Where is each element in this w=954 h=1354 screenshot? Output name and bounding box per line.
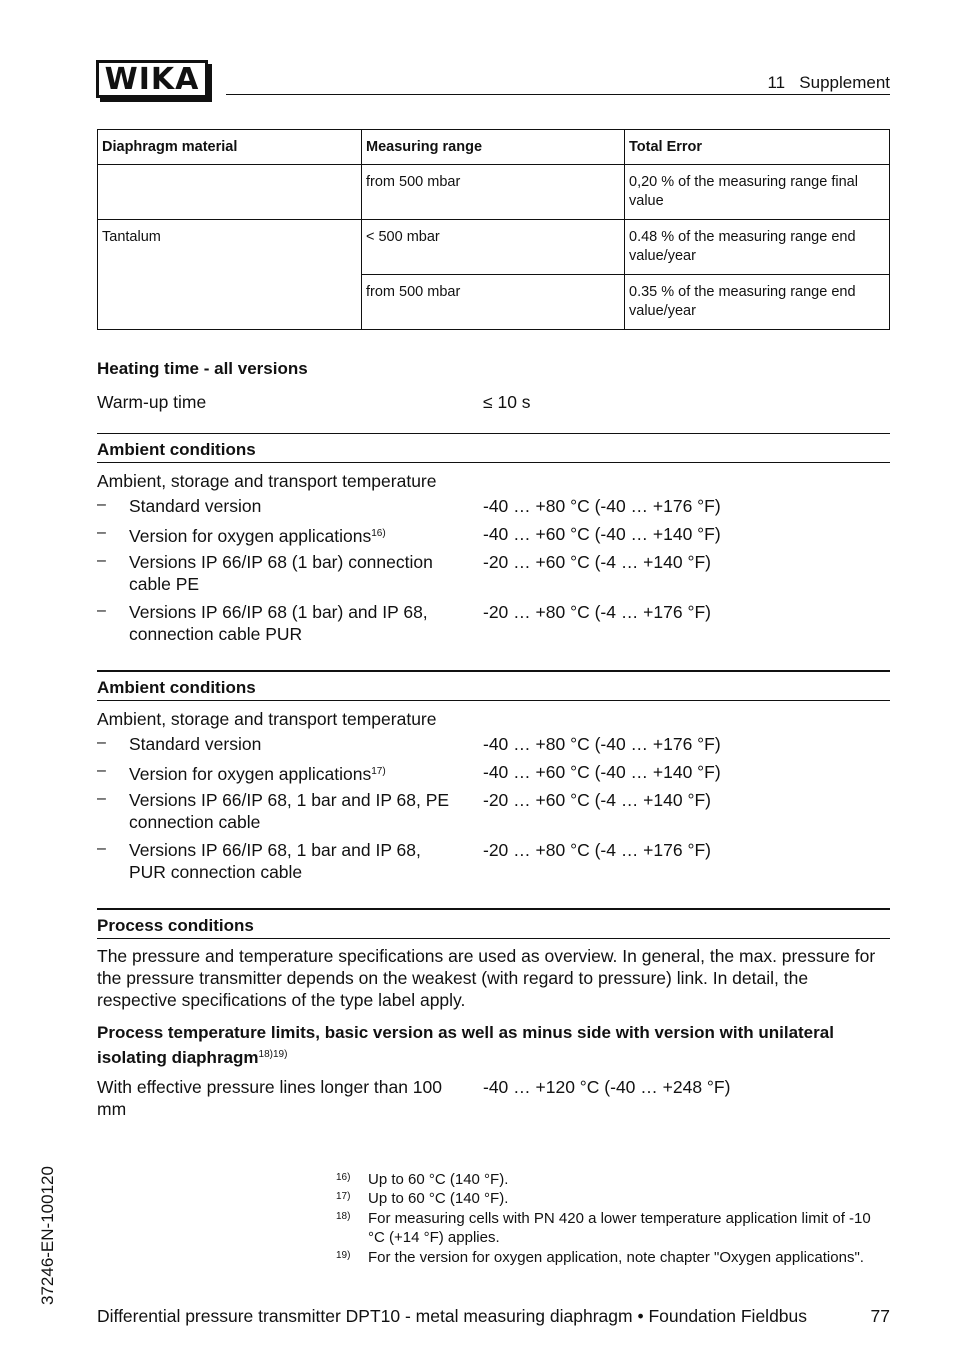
column-header: Measuring range [362,130,625,165]
footnote-number: 17) [336,1191,351,1202]
section-rule [97,670,890,672]
footnote-text: Up to 60 °C (140 °F). [368,1171,509,1188]
ambient-intro: Ambient, storage and transport temperature [97,471,437,491]
list-dash: – [97,552,106,569]
section-heading: 11 Supplement [767,73,890,92]
footnote-text: For measuring cells with PN 420 a lower temperature application limit of -10 °C (+14 °F) applies. [368,1210,871,1246]
ambient-title: Ambient conditions [97,678,256,697]
list-item-value: -40 … +60 °C (-40 … +140 °F) [483,762,721,782]
list-item-value: -20 … +80 °C (-4 … +176 °F) [483,602,711,622]
ambient-title: Ambient conditions [97,440,256,459]
footnote-number: 19) [336,1250,351,1261]
list-item-label: Standard version [129,496,262,516]
table-cell: from 500 mbar [362,165,625,220]
process-row-label: With effective pressure lines longer than 100 mm [97,1077,443,1119]
table-cell: 0.35 % of the measuring range end value/year [625,275,890,330]
footnote-ref: 18)19) [258,1049,288,1060]
list-dash: – [97,762,106,779]
section-rule [97,700,890,701]
section-rule [97,938,890,939]
table-header-row [98,130,890,165]
list-dash: – [97,496,106,513]
footnote-number: 16) [336,1172,351,1183]
list-item-value: -40 … +60 °C (-40 … +140 °F) [483,524,721,544]
list-item-label: Standard version [129,734,262,754]
footer-title: Differential pressure transmitter DPT10 - metal measuring diaphragm • Foundation Fieldbus [97,1306,808,1326]
list-item-value: -20 … +60 °C (-4 … +140 °F) [483,790,711,810]
list-item-label: Versions IP 66/IP 68 (1 bar) connection cable PE [129,552,433,594]
list-dash: – [97,602,106,619]
list-item-label: Versions IP 66/IP 68 (1 bar) and IP 68, connection cable PUR [129,602,428,644]
footnote-text: For the version for oxygen application, note chapter "Oxygen applications". [368,1249,864,1266]
list-item-label: Version for oxygen applications$^{17)}$ [129,764,386,784]
page-number: 77 [870,1306,890,1326]
column-header: Diaphragm material [98,130,362,165]
list-item-value: -20 … +60 °C (-4 … +140 °F) [483,552,711,572]
section-rule [97,462,890,463]
section-rule [97,433,890,434]
process-paragraph: The pressure and temperature specifications are used as overview. In general, the max. pressure for the pressure transmitter depends on the weakest (with regard to pressure) link. In detail, the respective specifications of the type label apply. [97,946,876,1010]
table-row [98,165,890,220]
footnote-ref: 17) [371,766,386,777]
section-rule [97,908,890,910]
table-cell: Tantalum [98,220,362,330]
list-dash: – [97,524,106,541]
footnote-number: 18) [336,1211,351,1222]
table-row [98,220,890,275]
list-item-label: Versions IP 66/IP 68, 1 bar and IP 68, PUR connection cable [129,840,421,882]
ambient-intro: Ambient, storage and transport temperature [97,709,437,729]
table-cell: from 500 mbar [362,275,625,330]
table-cell: 0,20 % of the measuring range final value [625,165,890,220]
table-cell: < 500 mbar [362,220,625,275]
list-item-value: -20 … +80 °C (-4 … +176 °F) [483,840,711,860]
heating-title: Heating time - all versions [97,359,308,378]
process-title: Process conditions [97,916,254,935]
list-dash: – [97,734,106,751]
document-code: 37246-EN-100120 [38,1166,57,1305]
process-subtitle: Process temperature limits, basic version as well as minus side with version with unilateral isolating diaphragm$^{18)19)}$ [97,1023,834,1067]
header-rule [226,94,890,95]
table-cell: 0.48 % of the measuring range end value/year [625,220,890,275]
logo-text: WIKA [104,61,200,97]
list-item-value: -40 … +80 °C (-40 … +176 °F) [483,496,721,516]
column-header: Total Error [625,130,890,165]
list-dash: – [97,790,106,807]
list-item-value: -40 … +80 °C (-40 … +176 °F) [483,734,721,754]
footnote-ref: 16) [371,528,386,539]
process-row-value: -40 … +120 °C (-40 … +248 °F) [483,1077,731,1097]
warmup-value: ≤ 10 s [483,392,531,412]
warmup-label: Warm-up time [97,392,207,412]
table-cell [98,165,362,220]
list-item-label: Version for oxygen applications$^{16)}$ [129,526,386,546]
list-item-label: Versions IP 66/IP 68, 1 bar and IP 68, PE connection cable [129,790,450,832]
list-dash: – [97,840,106,857]
wika-logo [96,60,208,98]
diaphragm-table [97,129,890,330]
footnote-text: Up to 60 °C (140 °F). [368,1190,509,1207]
